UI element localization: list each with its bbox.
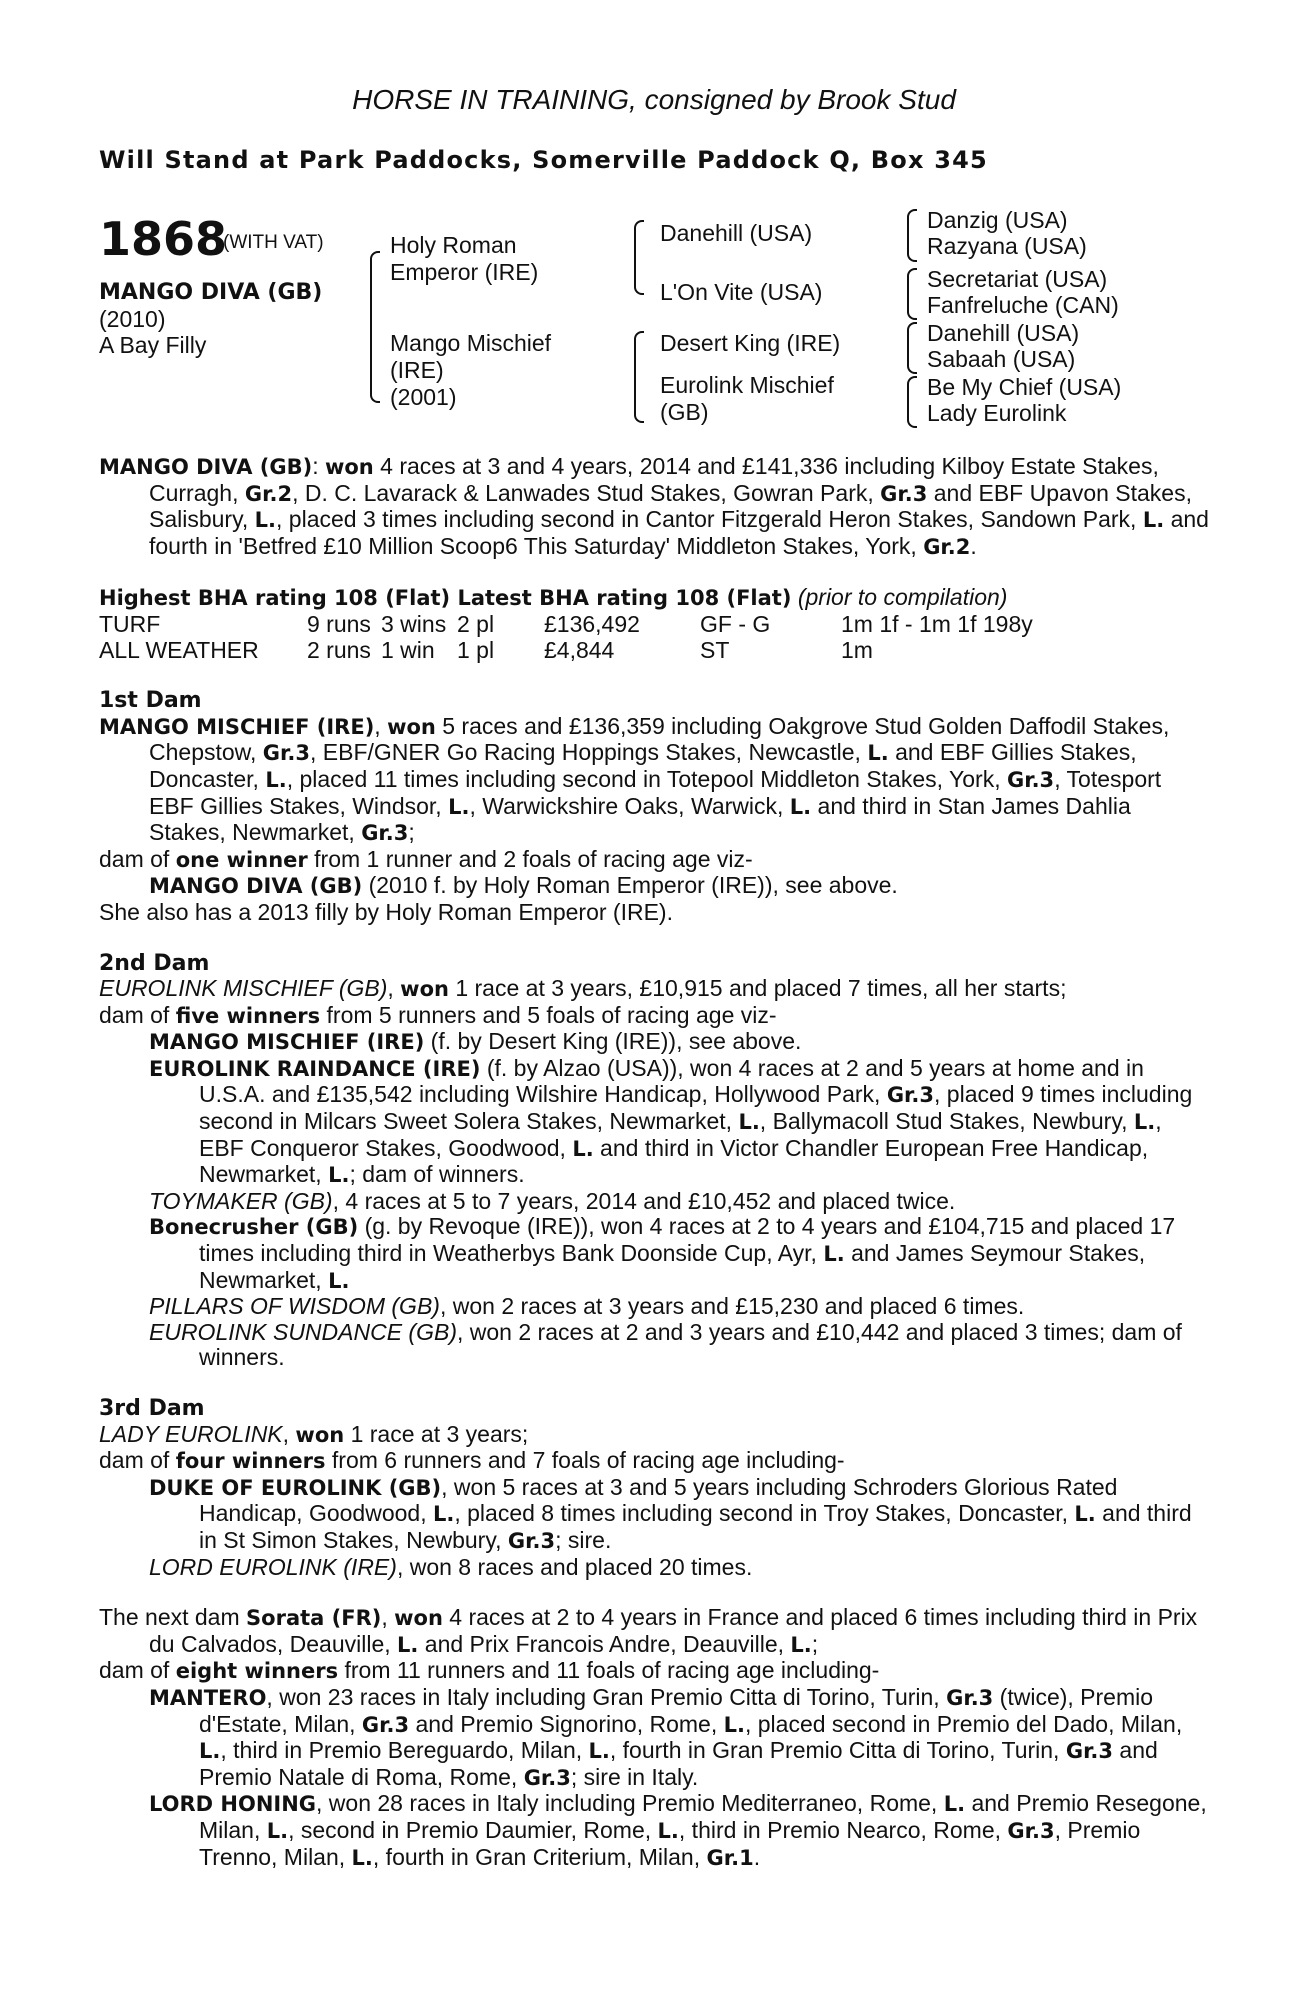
listed-label: L. [789, 794, 812, 819]
text: , Ballymacoll Stud Stakes, Newbury, [759, 1108, 1134, 1135]
progeny-entry [99, 1214, 1209, 1294]
summary-text: and fourth in 'Betfred £10 Million Scoop6 This Saturday' Middleton Stakes, York, [149, 506, 1209, 559]
text: ; [811, 1630, 819, 1657]
progeny-entry [99, 1189, 1209, 1215]
won-label: won [387, 714, 436, 739]
first-dam-produce [99, 847, 1209, 874]
listed-label: L. [823, 1242, 845, 1267]
text: from 11 runners and 11 foals of racing age including- [338, 1657, 880, 1684]
pedigree-sire-dam: L'On Vite (USA) [660, 279, 823, 305]
text: and Premio Signorino, Rome, [409, 1710, 724, 1737]
grade-label: Gr.1 [706, 1845, 754, 1870]
rating-note: (prior to compilation) [791, 584, 1008, 611]
summary-won: won [324, 455, 374, 479]
rating-earnings: £4,844 [544, 636, 615, 663]
listed-label: L. [448, 794, 470, 819]
pedigree-brace [907, 234, 917, 262]
horse-description: A Bay Filly [99, 332, 207, 358]
text: (f. by Desert King (IRE)), see above. [424, 1028, 802, 1055]
rating-going: ST [700, 636, 730, 663]
text: and third in St Simon Stakes, Newbury, [199, 1500, 1192, 1553]
rating-runs: 2 runs [307, 636, 371, 663]
page-title: HORSE IN TRAINING, consigned by Brook Stud [352, 84, 956, 115]
listed-label: L. [738, 1110, 760, 1135]
text: The next dam [99, 1604, 247, 1631]
second-dam-heading: 2nd Dam [99, 950, 210, 976]
listed-label: L. [943, 1792, 966, 1817]
text: , Totesport EBF Gillies Stakes, Windsor, [149, 765, 1162, 819]
text: dam of [99, 1001, 176, 1028]
text: , [381, 1604, 395, 1631]
progeny-entry [99, 1029, 1209, 1056]
text: , Premio Trenno, Milan, [199, 1816, 1141, 1870]
rating-wins: 3 wins [381, 610, 447, 637]
rating-surface: TURF [99, 610, 161, 637]
rating-placed: 1 pl [457, 636, 495, 663]
text: dam of [99, 845, 176, 872]
text: , fourth in Gran Premio Citta di Torino, Turin, [609, 1737, 1066, 1764]
dam-name: MANGO MISCHIEF (IRE) [99, 714, 375, 739]
progeny-entry [99, 1791, 1209, 1871]
progeny-name: LORD EUROLINK (IRE) [149, 1553, 397, 1580]
rating-placed: 2 pl [457, 610, 495, 637]
text: ; dam of winners. [349, 1161, 525, 1188]
text: , placed 9 times including second in Milcars Sweet Solera Stakes, Newmarket, [199, 1081, 1193, 1135]
listed-label: L. [433, 1502, 455, 1527]
pedigree-sire-line2: Emperor (IRE) [390, 259, 539, 285]
text: from 6 runners and 7 foals of racing age including- [325, 1447, 845, 1474]
pedigree-g2: Razyana (USA) [927, 233, 1087, 259]
pedigree-g6: Sabaah (USA) [927, 346, 1076, 372]
stand-location: Will Stand at Park Paddocks, Somerville Paddock Q, Box 345 [99, 146, 988, 174]
listed-label: L. [572, 1136, 594, 1161]
text: , won 23 races in Italy including Gran Premio Citta di Torino, Turin, [266, 1683, 947, 1710]
grade-label: Gr.3 [886, 1083, 935, 1108]
grade-label: Gr.3 [880, 481, 928, 506]
listed-label: L. [588, 1739, 610, 1764]
pedigree-g3: Secretariat (USA) [927, 266, 1108, 292]
summary-text: . [970, 532, 977, 559]
pedigree-dam-line2: (IRE) [390, 357, 444, 383]
text: (f. by Alzao (USA)), won 4 races at 2 and 5 years at home and in U.S.A. and £135,542 including Wilshire Handicap, Hollywood Park, [199, 1054, 1144, 1108]
grade-label: Gr.3 [523, 1765, 571, 1790]
rating-distance: 1m 1f - 1m 1f 198y [841, 610, 1033, 637]
text: (2010 f. by Holy Roman Emperor (IRE)), see above. [362, 872, 898, 899]
listed-label: L. [328, 1163, 350, 1188]
text: and third in Stan James Dahlia Stakes, Newmarket, [149, 792, 1131, 846]
text: and Prix Francois Andre, Deauville, [418, 1630, 791, 1657]
won-label: won [400, 977, 449, 1002]
listed-label: L. [199, 1739, 221, 1764]
listed-label: L. [397, 1632, 419, 1657]
text: , EBF Conqueror Stakes, Goodwood, [199, 1108, 1162, 1161]
text: and EBF Gillies Stakes, Doncaster, [149, 739, 1137, 792]
text: , won 28 races in Italy including Premio Mediterraneo, Rome, [316, 1790, 944, 1817]
grade-label: Gr.3 [946, 1685, 994, 1710]
progeny-name: MANGO DIVA (GB) [149, 874, 363, 899]
horse-name: MANGO DIVA (GB) [99, 280, 323, 305]
progeny-entry [99, 1056, 1209, 1189]
listed-label: L. [1133, 1110, 1156, 1135]
rating-distance: 1m [841, 636, 873, 663]
listed-label: L. [790, 1632, 812, 1657]
listed-label: L. [351, 1845, 373, 1870]
pedigree-brace [634, 331, 644, 378]
next-dam-record [99, 1605, 1209, 1658]
won-label: won [394, 1606, 443, 1631]
text: and James Seymour Stakes, Newmarket, [199, 1240, 1146, 1293]
rating-earnings: £136,492 [544, 610, 640, 637]
progeny-entry [99, 1685, 1209, 1791]
first-dam-heading: 1st Dam [99, 688, 202, 714]
summary-text: 4 races at 3 and 4 years, 2014 and £141,336 including Kilboy Estate Stakes, Curragh, [149, 453, 1159, 506]
rating-table [99, 612, 1033, 663]
text: and Premio Natale di Roma, Rome, [199, 1737, 1158, 1790]
text: and Premio Resegone, Milan, [199, 1790, 1207, 1843]
pedigree-dam-sire: Desert King (IRE) [660, 330, 841, 356]
text: 1 race at 3 years, £10,915 and placed 7 times, all her starts; [448, 975, 1067, 1002]
progeny-name: TOYMAKER (GB) [149, 1187, 333, 1214]
progeny-name: EUROLINK RAINDANCE (IRE) [149, 1056, 481, 1081]
won-label: won [295, 1422, 345, 1447]
progeny-entry [99, 873, 1209, 900]
text: , Warwickshire Oaks, Warwick, [469, 792, 790, 819]
dam-name: EUROLINK MISCHIEF (GB) [99, 975, 388, 1002]
rating-label: Highest BHA rating 108 (Flat) Latest BHA rating 108 (Flat) [99, 586, 792, 611]
progeny-entry [99, 1555, 1209, 1581]
pedigree-brace [907, 268, 917, 295]
listed-label: L. [328, 1268, 350, 1293]
winners-count: one winner [175, 847, 308, 872]
text: , second in Premio Daumier, Rome, [288, 1816, 658, 1843]
text: , fourth in Gran Criterium, Milan, [372, 1843, 707, 1870]
text: , won 8 races and placed 20 times. [396, 1553, 753, 1580]
progeny-entry [99, 1294, 1209, 1320]
text: dam of [99, 1447, 176, 1474]
listed-label: L. [867, 741, 889, 766]
summary-horse-name: MANGO DIVA (GB) [99, 455, 313, 479]
pedigree-dam-line3: (2001) [390, 384, 457, 410]
listed-label: L. [723, 1712, 745, 1737]
listed-label: L. [1074, 1502, 1096, 1527]
pedigree-brace [634, 376, 644, 423]
progeny-name: Bonecrusher (GB) [149, 1215, 359, 1240]
horse-year: (2010) [99, 306, 166, 332]
pedigree-sire: Holy Roman [390, 232, 517, 258]
pedigree-brace [907, 322, 917, 349]
pedigree-dam-dam: Eurolink Mischief [660, 372, 834, 398]
text: 5 races and £136,359 including Oakgrove Stud Golden Daffodil Stakes, Chepstow, [149, 712, 1170, 766]
dam-name: LADY EUROLINK [99, 1420, 283, 1447]
third-dam-record [99, 1422, 1209, 1449]
text: , third in Premio Nearco, Rome, [678, 1816, 1008, 1843]
pedigree-brace [634, 255, 644, 295]
progeny-name: DUKE OF EUROLINK (GB) [149, 1475, 442, 1500]
body-text [99, 454, 1209, 1871]
first-dam-note: She also has a 2013 filly by Holy Roman Emperor (IRE). [99, 898, 673, 925]
text: , placed 11 times including second in Totepool Middleton Stakes, York, [286, 765, 1007, 792]
grade-label: Gr.3 [1007, 1818, 1055, 1843]
winners-count: five winners [175, 1003, 321, 1028]
grade-label: Gr.2 [923, 534, 971, 559]
progeny-entry [99, 1475, 1209, 1555]
rating-going: GF - G [700, 610, 771, 637]
grade-label: Gr.2 [244, 481, 293, 506]
second-dam-produce [99, 1003, 1209, 1030]
lot-number: 1868 [99, 212, 228, 266]
text: , placed 8 times including second in Troy Stakes, Doncaster, [454, 1500, 1075, 1527]
listed-label: L. [265, 767, 287, 792]
text: from 5 runners and 5 foals of racing age viz- [320, 1001, 777, 1028]
progeny-name: LORD HONING [149, 1792, 317, 1817]
listed-label: L. [1142, 508, 1165, 533]
grade-label: Gr.3 [361, 821, 409, 846]
pedigree-brace [907, 209, 917, 236]
pedigree-brace [634, 220, 644, 257]
text: dam of [99, 1657, 176, 1684]
pedigree-sire-sire: Danehill (USA) [660, 220, 813, 246]
grade-label: Gr.3 [1065, 1739, 1114, 1764]
pedigree-brace [907, 401, 917, 428]
progeny-name: MANTERO [149, 1685, 267, 1710]
second-dam-record: EUROLINK MISCHIEF (GB), won 1 race at 3 years, £10,915 and placed 7 times, all her starts; [99, 975, 1067, 1002]
rating-runs: 9 runs [307, 610, 371, 637]
listed-label: L. [254, 508, 277, 533]
text: ; sire. [555, 1526, 612, 1553]
next-dam-produce [99, 1658, 1209, 1685]
pedigree-brace [907, 293, 917, 320]
third-dam-heading: 3rd Dam [99, 1396, 205, 1421]
table-row [99, 612, 1033, 638]
summary-text: , D. C. Lavarack & Lanwades Stud Stakes, Gowran Park, [292, 479, 881, 506]
text: , won 5 races at 3 and 5 years including Schroders Glorious Rated Handicap, Goodwood, [199, 1473, 1118, 1527]
listed-label: L. [657, 1818, 679, 1843]
pedigree-brace [907, 347, 917, 374]
progeny-name: MANGO MISCHIEF (IRE) [149, 1030, 425, 1055]
text: , [282, 1420, 296, 1447]
text: ; [408, 819, 415, 846]
pedigree-g1: Danzig (USA) [927, 207, 1068, 233]
pedigree-g5: Danehill (USA) [927, 320, 1080, 346]
rating-wins: 1 win [381, 636, 435, 663]
pedigree-brace [370, 251, 380, 325]
pedigree-dam-dam-line2: (GB) [660, 399, 709, 425]
text: ; sire in Italy. [570, 1763, 699, 1790]
pedigree-g4: Fanfreluche (CAN) [927, 292, 1119, 318]
text: (g. by Revoque (IRE)), won 4 races at 2 to 4 years and £104,715 and placed 17 times including third in Weatherbys Bank Doonside Cup, Ayr, [199, 1213, 1176, 1267]
text: , won 2 races at 3 years and £15,230 and placed 6 times. [439, 1293, 1025, 1320]
pedigree-g7: Be My Chief (USA) [927, 374, 1122, 400]
table-row [99, 638, 1033, 664]
pedigree-brace [370, 323, 380, 403]
listed-label: L. [266, 1818, 289, 1843]
text: 4 races at 2 to 4 years in France and placed 6 times including third in Prix du Calvados, Deauville, [149, 1604, 1198, 1657]
winners-count: four winners [175, 1449, 326, 1474]
text: (twice), Premio d'Estate, Milan, [199, 1683, 1154, 1737]
rating-surface: ALL WEATHER [99, 636, 259, 663]
summary-text: and EBF Upavon Stakes, Salisbury, [149, 479, 1192, 533]
first-dam-record: MANGO MISCHIEF (IRE), won 5 races and £136,359 including Oakgrove Stud Golden Daffodil Stakes, Chepstow, Gr.3, EBF/GNER Go Racing Hoppings Stakes, Newcastle, L. and EBF Gillies Stakes, Doncaster, L., placed 11 times including second in Totepool Middleton Stakes, York, Gr.3, Totesport EBF Gillies Stakes, Windsor, L., Warwickshire Oaks, Warwick, L. and third in Stan James Dahlia Stakes, Newmarket, Gr.3; [99, 712, 1170, 846]
progeny-name: PILLARS OF WISDOM (GB) [149, 1293, 440, 1320]
text: , won 2 races at 2 and 3 years and £10,442 and placed 3 times; dam of winners. [199, 1318, 1182, 1371]
grade-label: Gr.3 [1006, 767, 1055, 792]
text: , placed second in Premio del Dado, Milan, [744, 1710, 1183, 1737]
pedigree-dam: Mango Mischief [390, 330, 552, 356]
text: . [753, 1843, 761, 1870]
progeny-name: EUROLINK SUNDANCE (GB) [149, 1318, 457, 1345]
text: from 1 runner and 2 foals of racing age viz- [307, 845, 753, 872]
bha-rating [99, 585, 1209, 612]
dam-name: Sorata (FR) [246, 1606, 382, 1631]
pedigree-brace [907, 376, 917, 403]
vat-label: (WITH VAT) [223, 232, 324, 253]
pedigree-g8: Lady Eurolink [927, 400, 1067, 426]
text: 1 race at 3 years; [344, 1420, 529, 1447]
race-summary: MANGO DIVA (GB): won 4 races at 3 and 4 years, 2014 and £141,336 including Kilboy Estate Stakes, Curragh, Gr.2, D. C. Lavarack & Lanwades Stud Stakes, Gowran Park, Gr.3 and EBF Upavon Stakes, Salisbury, L., placed 3 times including second in Cantor Fitzgerald Heron Stakes, Sandown Park, L. and fourth in 'Betfred £10 Million Scoop6 This Saturday' Middleton Stakes, York, Gr.2. [99, 453, 1209, 559]
progeny-entry [99, 1320, 1209, 1371]
text: , 4 races at 5 to 7 years, 2014 and £10,452 and placed twice. [332, 1187, 956, 1214]
grade-label: Gr.3 [262, 741, 310, 766]
third-dam-produce [99, 1448, 1209, 1475]
grade-label: Gr.3 [507, 1528, 556, 1553]
grade-label: Gr.3 [361, 1712, 410, 1737]
text: , EBF/GNER Go Racing Hoppings Stakes, Newcastle, [310, 739, 868, 766]
text: and third in Victor Chandler European Free Handicap, Newmarket, [199, 1134, 1149, 1188]
summary-text: , placed 3 times including second in Cantor Fitzgerald Heron Stakes, Sandown Park, [276, 506, 1143, 533]
winners-count: eight winners [175, 1659, 339, 1684]
text: , third in Premio Bereguardo, Milan, [220, 1737, 589, 1764]
